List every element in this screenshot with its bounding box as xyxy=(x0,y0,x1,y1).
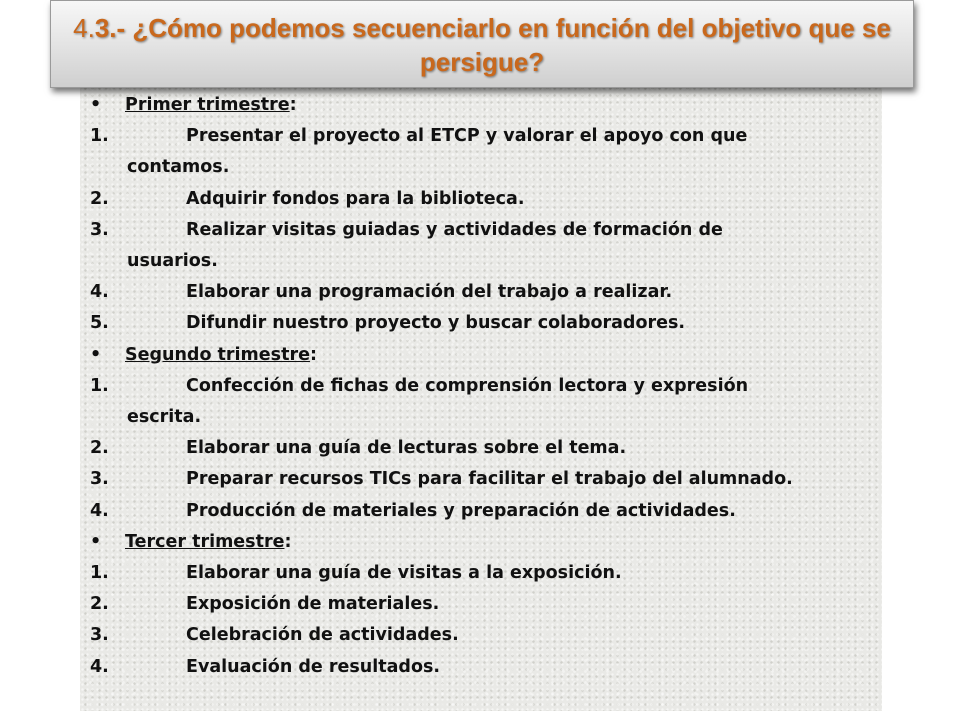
item-text: Confección de fichas de comprensión lectora y expresión xyxy=(186,375,749,396)
item-number: 1. xyxy=(90,563,109,584)
item-text-continuation: escrita. xyxy=(127,407,202,428)
item-number: 3. xyxy=(90,219,109,240)
item-text: Exposición de materiales. xyxy=(186,594,440,615)
item-number: 2. xyxy=(90,438,109,459)
list-item xyxy=(90,589,870,620)
list-item xyxy=(90,277,870,308)
list-item xyxy=(90,215,870,277)
section-heading-label: Primer trimestre xyxy=(125,95,290,115)
section-heading: • Primer trimestre: xyxy=(90,90,870,121)
list-item xyxy=(90,620,870,651)
item-text: Elaborar una guía de lecturas sobre el tema. xyxy=(186,438,627,459)
item-text: Evaluación de resultados. xyxy=(186,656,441,677)
title-box xyxy=(50,0,914,88)
bullet-icon: • xyxy=(90,95,102,115)
item-number: 5. xyxy=(90,313,109,334)
section-heading: • Tercer trimestre: xyxy=(90,527,870,558)
item-number: 1. xyxy=(90,126,109,147)
section-heading: • Segundo trimestre: xyxy=(90,340,870,371)
list-item xyxy=(90,308,870,339)
trimester-list xyxy=(90,90,870,683)
item-number: 4. xyxy=(90,282,109,303)
list-item xyxy=(90,121,870,183)
item-text: Difundir nuestro proyecto y buscar colaboradores. xyxy=(186,313,686,334)
item-number: 4. xyxy=(90,500,109,521)
list-item xyxy=(90,652,870,683)
bullet-icon: • xyxy=(90,344,102,365)
title-main: 3.- ¿Cómo podemos secuenciarlo en función del objetivo que se persigue? xyxy=(94,13,891,77)
section-heading-label: Tercer trimestre xyxy=(125,531,285,552)
item-number: 4. xyxy=(90,656,109,677)
item-number: 3. xyxy=(90,469,109,490)
section-heading-label: Segundo trimestre xyxy=(125,344,310,365)
list-item xyxy=(90,433,870,464)
item-text: Adquirir fondos para la biblioteca. xyxy=(186,188,525,209)
list-item xyxy=(90,184,870,215)
item-text: Presentar el proyecto al ETCP y valorar el apoyo con que xyxy=(186,126,748,147)
bullet-icon: • xyxy=(90,531,102,552)
item-text-continuation: usuarios. xyxy=(127,251,218,272)
item-text: Preparar recursos TICs para facilitar el trabajo del alumnado. xyxy=(186,469,793,490)
item-text: Realizar visitas guiadas y actividades de formación de xyxy=(186,219,723,240)
item-number: 1. xyxy=(90,375,109,396)
item-text: Celebración de actividades. xyxy=(186,625,459,646)
item-number: 2. xyxy=(90,188,109,209)
item-text-continuation: contamos. xyxy=(127,157,230,178)
list-item xyxy=(90,371,870,433)
item-text: Producción de materiales y preparación de actividades. xyxy=(186,500,736,521)
list-item xyxy=(90,558,870,589)
item-number: 2. xyxy=(90,594,109,615)
list-item xyxy=(90,464,870,495)
slide-title xyxy=(51,9,913,79)
item-text: Elaborar una guía de visitas a la exposición. xyxy=(186,563,622,584)
title-prefix: 4. xyxy=(73,13,95,43)
item-text: Elaborar una programación del trabajo a realizar. xyxy=(186,282,673,303)
list-item xyxy=(90,496,870,527)
item-number: 3. xyxy=(90,625,109,646)
